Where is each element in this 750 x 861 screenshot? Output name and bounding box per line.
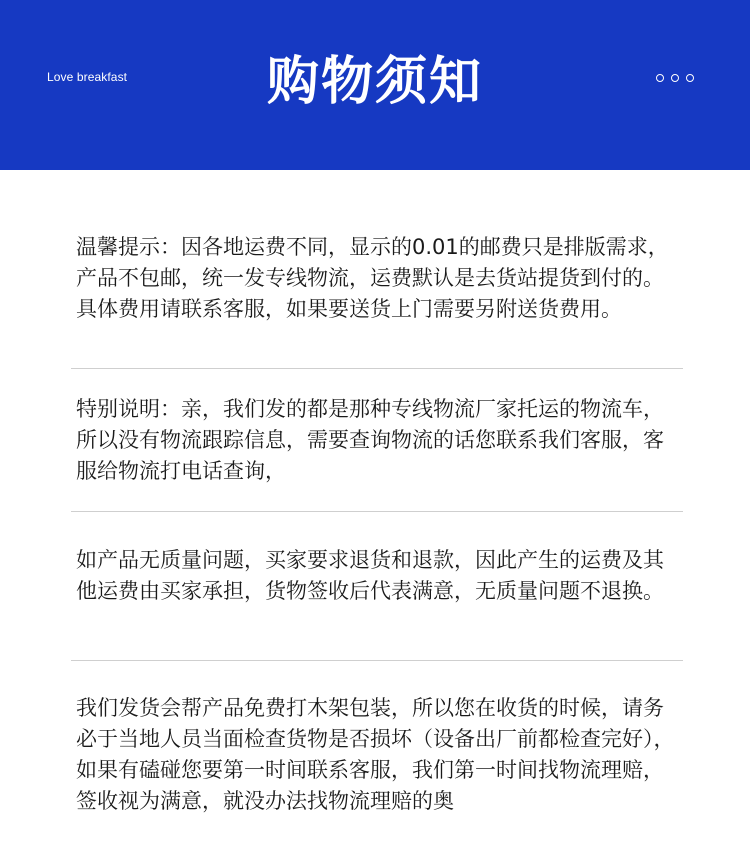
notice-returns: 如产品无质量问题，买家要求退货和退款，因此产生的运费及其他运费由买家承担，货物签收后代表满意，无质量问题不退换。: [76, 548, 664, 603]
dots-decoration: [656, 74, 694, 82]
divider: [71, 511, 683, 512]
divider: [71, 660, 683, 661]
notice-packaging: 我们发货会帮产品免费打木架包装，所以您在收货的时候，请务必于当地人员当面检查货物是否损坏（设备出厂前都检查完好），如果有磕碰您要第一时间联系客服，我们第一时间找物流理赔，签收视为满意，就没办法找物流理赔的奥: [76, 696, 675, 813]
dot-icon: [656, 74, 664, 82]
notice-special-logistics: 特别说明：亲，我们发的都是那种专线物流厂家托运的物流车，所以没有物流跟踪信息，需要查询物流的话您联系我们客服，客服给物流打电话查询，: [76, 397, 664, 483]
header-banner: [0, 0, 750, 170]
header-tagline: Love breakfast: [47, 70, 128, 84]
notice-shipping-fee: 温馨提示：因各地运费不同，显示的0.01的邮费只是排版需求，产品不包邮，统一发专线物流，运费默认是去货站提货到付的。具体费用请联系客服，如果要送货上门需要另附送货费用。: [76, 235, 669, 321]
divider: [71, 368, 683, 369]
page-title: 购物须知: [266, 52, 483, 112]
dot-icon: [686, 74, 694, 82]
dot-icon: [671, 74, 679, 82]
